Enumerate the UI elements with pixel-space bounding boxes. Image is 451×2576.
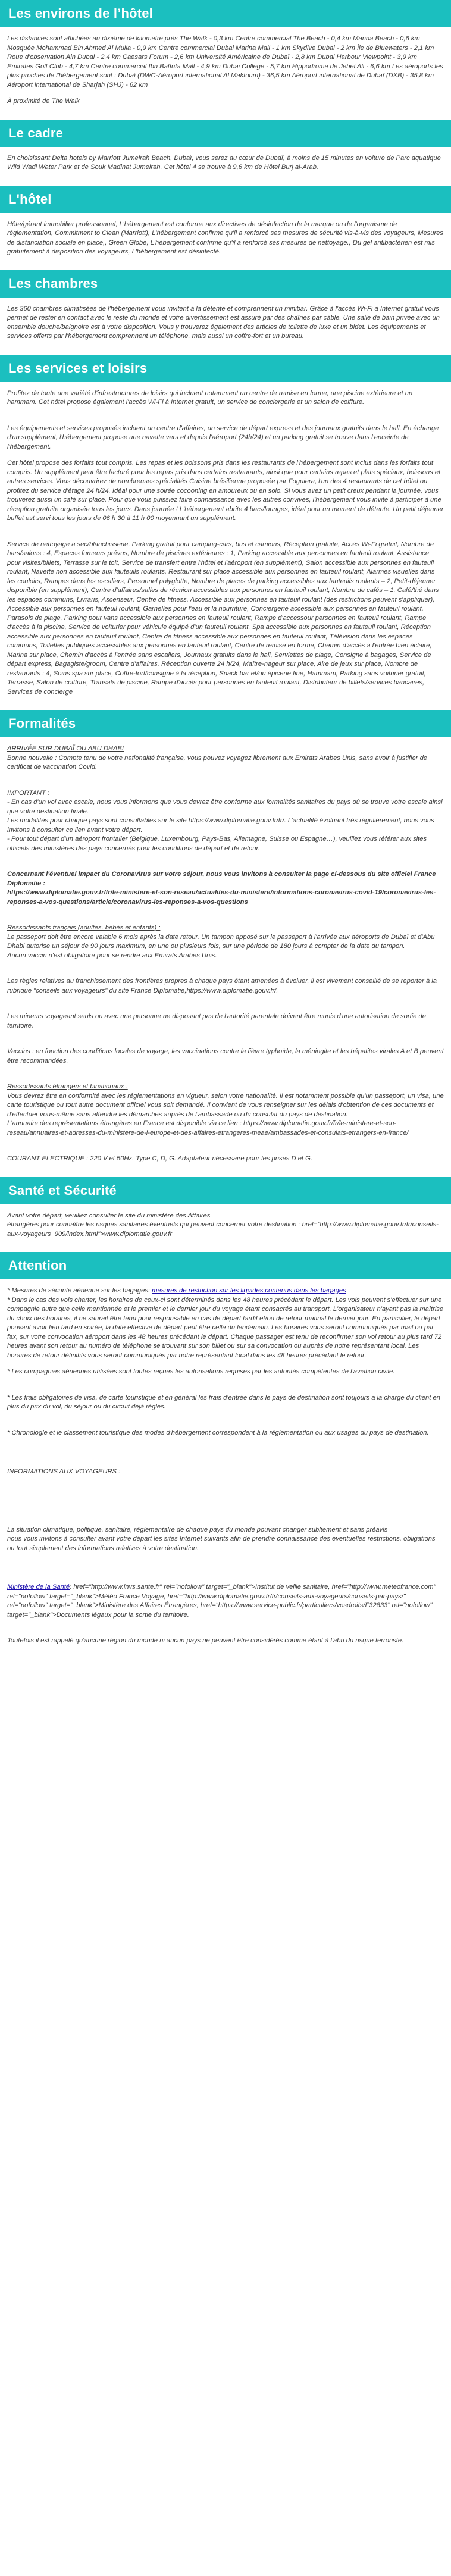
subheading: ARRIVÉE SUR DUBAÏ OU ABU DHABI <box>7 745 124 752</box>
paragraph: En choisissant Delta hotels by Marriott Jumeirah Beach, Dubaï, vous serez au cœur de Dubaï, à moins de 15 minutes en voiture de Parc aquatique Wild Wadi Water Park et de Souk Madinat Jumeirah. Cet hôtel 4 se trouve à 9,6 km de Hôtel Burj al-Arab. <box>7 154 441 171</box>
subheading: IMPORTANT : <box>7 789 50 797</box>
section-body-cadre <box>0 154 451 173</box>
section-body-services <box>0 389 451 697</box>
paragraph <box>7 1287 444 1296</box>
paragraph: Aucun vaccin n'est obligatoire pour se rendre aux Emirats Arabes Unis. <box>7 951 217 959</box>
paragraph: * Les frais obligatoires de visa, de carte touristique et en général les frais d'entrée dans le pays de destination sont toujours à la charge du client en plus du prix du vol, du séjour ou du circuit déjà réglés. <box>7 1394 440 1410</box>
paragraph: L'annuaire des représentations étrangères en France est disponible via ce lien : https://www.diplomatie.gouv.fr/fr/le-ministere-et-son-reseau/annuaires-et-adresses-du-ministere-de-l-europe-et-des-affaires-etrangeres-meae/ambassades-et-consulats-etrangers-en-france/ <box>7 1120 409 1137</box>
paragraph: Profitez de toute une variété d'infrastructures de loisirs qui incluent notamment un centre de remise en forme, une piscine extérieure et un hammam. Cet hôtel propose également l'accès Wi-Fi à Internet gratuit, un service de conciergerie et un salon de coiffure. <box>7 389 413 406</box>
paragraph: Avant votre départ, veuillez consulter le site du ministère des Affaires <box>7 1212 211 1219</box>
section-services <box>0 355 451 697</box>
subheading: Ressortissants étrangers et binationaux : <box>7 1083 128 1090</box>
paragraph: - Pour tout départ d'un aéroport frontalier (Belgique, Luxembourg, Pays-Bas, Allemagne, Suisse ou Espagne…), veuillez vous référer aux sites officiels des ministères des pays concernés pour les conditions de départ et de retour. <box>7 835 427 852</box>
section-title-chambres: Les chambres <box>0 270 451 298</box>
section-formalites <box>0 710 451 1164</box>
paragraph <box>7 1583 444 1620</box>
paragraph: Service de nettoyage à sec/blanchisserie, Parking gratuit pour camping-cars, bus et camions, Réception gratuite, Accès Wi-Fi gratuit, Nombre de bars/salons : 4, Espaces fumeurs prévus, Nombre de piscines extérieures : 1, Parking accessible aux personnes en fauteuil roulant, Assistance pour visites/billets, Terrasse sur le toit, Service de transfert entre l'hôtel et l'aéroport (en supplément), Salon accessible aux personnes en fauteuil roulant, Navette non accessible aux fauteuils roulants, Restaurant sur place accessible aux personnes en fauteuil roulant, Alarmes visuelles dans les couloirs, Rampes dans les escaliers, Personnel polyglotte, Nombre de places de parking accessibles aux fauteuils roulants – 2, Petit-déjeuner disponible (en supplément), Centre d'affaires/salles de réunion accessibles aux personnes en fauteuil roulant, Nombre de cafés – 1, Café/thé dans les espaces communs, Livraris, Ascenseur, Centre de fitness, Accessible aux personnes en fauteuil roulant (des restrictions peuvent s'appliquer), Accessible aux personnes en fauteuil roulant, Garnelles pour l'eau et la nourriture, Conciergerie accessible aux personnes en fauteuil roulant, Parasols de plage, Parking pour vans accessible aux personnes en fauteuil roulant, Rampe d'accessour personnes en fauteuil roulant, Rampe d'accès à la piscine, Service de voiturier pour véhicule équipé d'un fauteuil roulant, Spa accessible aux personnes en fauteuil roulant, Réception accessible aux personnes en fauteuil roulant, Centre de fitness accessible aux personnes en fauteuil roulant, Télévision dans les espaces communs, Toilettes publiques accessibles aux personnes en fauteuil roulant, Centre de remise en forme, Chemin d'accès à l'entrée bien éclairé, Marina sur place, Chemin d'accès à l'entrée sans escaliers, Journaux gratuits dans le hall, Serviettes de plage, Consigne à bagages, Service de départ express, Bagagiste/groom, Centre d'affaires, Réception ouverte 24 h/24, Maître-nageur sur place, Aire de jeux sur place, Nombre de restaurants : 4, Soins spa sur place, Coffre-fort/consigne à la réception, Snack bar et/ou épicerie fine, Hammam, Parking sans voiturier gratuit, Terrasse, Salon de coiffure, Transats de piscine, Rampe d'accès pour personnes en fauteuil roulant, Distributeur de billets/services bancaires, Services de concierge <box>7 540 439 696</box>
paragraph: Bonne nouvelle : Compte tenu de votre nationalité française, vous pouvez voyagez librement aux Emirats Arabes Unis, sans avoir à justifier de certificat de vaccination Covid. <box>7 754 428 771</box>
ministere-sante-link[interactable]: Ministère de la Santé <box>7 1583 70 1591</box>
section-body-chambres <box>0 305 451 342</box>
paragraph: Les distances sont affichées au dixième de kilomètre près The Walk - 0,3 km Centre commercial The Beach - 0,4 km Marina Beach - 0,6 km Mosquée Mohammad Bin Ahmed Al Mulla - 0,9 km Centre commercial Dubai Marina Mall - 1 km Skydive Dubai - 2 km Île de Bluewaters - 2,1 km Roue d'observation Ain Dubai - 2,4 km Caesars Forum - 2,6 km Université Américaine de Dubaï - 2,8 km Dubai Harbour Viewpoint - 3,9 km Emirates Golf Club - 4,7 km Centre commercial Ibn Battuta Mall - 4,9 km Dubai College - 5,7 km Hippodrome de Jebel Ali - 6,6 km Les aéroports les plus proches de l'hébergement sont : Dubaï (DWC-Aéroport international Al Maktoum) - 36,5 km Aéroport international de Dubaï (DXB) - 35,8 km Aéroport international de Sharjah (SHJ) - 62 km <box>7 35 443 89</box>
section-title-sante: Santé et Sécurité <box>0 1177 451 1204</box>
paragraph: Cet hôtel propose des forfaits tout compris. Les repas et les boissons pris dans les restaurants de l'hébergement sont inclus dans les forfaits tout compris. Un supplément peut être facturé pour les repas pris dans certains restaurants, ainsi que pour certains repas et plats spéciaux, boissons et autres services. Vous découvrirez de nombreuses spécialités Cuisine brésilienne proposée par Foguiera, l'un des 4 restaurants de cet hôtel ou profitez du service d'étage 24 h/24. Idéal pour une soirée cocooning en amoureux ou en solo. Si vous avez un petit creux pendant la journée, vous trouverez aussi un café sur place. Pour que vous puissiez faire connaissance avec les autres convives, l'hébergement vous invite à participer à une réception gratuite organisée tous les jours. Dans journée ! L'hébergement abrite 4 bars/lounges, idéal pour un moment de détente. Un petit déjeuner buffet est servi tous les jours de 06 h 30 à 11 h 00 moyennant un supplément. <box>7 459 444 522</box>
section-title-environs: Les environs de l’hôtel <box>0 0 451 27</box>
paragraph: À proximité de The Walk <box>7 98 80 105</box>
paragraph: Les modalités pour chaque pays sont consultables sur le site https://www.diplomatie.gouv.fr/fr/. L'actualité évoluant très régulièrement, nous vous invitons à consulter ce lien avant votre départ. <box>7 817 434 834</box>
section-body-attention <box>0 1287 451 1646</box>
paragraph: Vaccins : en fonction des conditions locales de voyage, les vaccinations contre la fièvre typhoïde, la méningite et les hépatites virales A et B peuvent être recommandées. <box>7 1048 444 1065</box>
paragraph: La situation climatique, politique, sanitaire, réglementaire de chaque pays du monde pouvant changer subitement et sans préavis <box>7 1526 388 1533</box>
paragraph: * Les compagnies aériennes utilisées sont toutes reçues les autorisations requises par les autorités compétentes de l'aviation civile. <box>7 1368 395 1375</box>
paragraph: INFORMATIONS AUX VOYAGEURS : <box>7 1468 121 1475</box>
links-text: : href="http://www.invs.sante.fr" rel="nofollow" target="_blank">Institut de veille sanitaire, href="http://www.meteofrance.com" rel="nofollow" target="_blank">Météo France Voyage, href="http://www.diplomatie.gouv.fr/fr/conseils-aux-voyageurs/conseils-par-pays/" rel="nofollow" target="_blank">Ministère des Affaires Étrangères, href="https://www.service-public.fr/particuliers/vosdroits/F32833" rel="nofollow" target="_blank">Documents légaux pour la sortie du territoire. <box>7 1583 436 1619</box>
section-title-hotel: L'hôtel <box>0 186 451 213</box>
bagages-prefix: * Mesures de sécurité aérienne sur les bagages: <box>7 1287 152 1294</box>
section-body-sante <box>0 1212 451 1240</box>
section-title-cadre: Le cadre <box>0 120 451 147</box>
paragraph: COURANT ELECTRIQUE : 220 V et 50Hz. Type C, D, G. Adaptateur nécessaire pour les prises D et G. <box>7 1155 312 1162</box>
paragraph: Les équipements et services proposés incluent un centre d'affaires, un service de départ express et des journaux gratuits dans le hall. En échange d'un supplément, l'hébergement propose une navette vers et depuis l'aéroport (24h/24) et un parking gratuit se trouve dans l'enceinte de l'hébergement. <box>7 424 439 450</box>
section-environs <box>0 0 451 107</box>
section-body-formalites <box>0 744 451 1164</box>
paragraph: * Dans le cas des vols charter, les horaires de ceux-ci sont déterminés dans les 48 heures précédant le départ. Les vols peuvent s'effectuer sur une compagnie autre que celle mentionnée et le premier et le dernier jour du voyage étant consacrés au transport. L'organisateur n'ayant pas la maîtrise du choix des horaires, il ne saurait être tenu pour responsable en cas de départ tardif et/ou de retour matinal le dernier jour. En particulier, le départ pouvant avoir lieu tard en soirée, la date effective de départ peut être celle du lendemain. Les horaires vous seront communiqués par mail ou par fax, sur votre convocation aéroport dans les 48 heures précédant le départ. Chaque passager est tenu de reconfirmer son vol retour au plus tard 72 heures avant son retour au numéro de téléphone se trouvant sur son billet ou sur sa convocation ou auprès de notre représentant local. Les horaires de retour définitifs vous seront communiqués par notre représentant local dans les 48 heures précédant le retour. <box>7 1296 444 1359</box>
paragraph: * Chronologie et le classement touristique des modes d'hébergement correspondent à la réglementation ou aux usages du pays de destination. <box>7 1429 429 1436</box>
section-cadre <box>0 120 451 173</box>
section-title-formalites: Formalités <box>0 710 451 737</box>
paragraph: nous vous invitons à consulter avant votre départ les sites Internet suivants afin de prendre connaissance des éventuelles restrictions, obligations ou tout simplement des informations relatives à votre destination. <box>7 1535 436 1552</box>
paragraph: Hôte/gérant immobilier professionnel, L'hébergement est conforme aux directives de désinfection de la marque ou de l'organisme de réglementation, Commitment to Clean (Marriott), L'hébergement confirme qu'il a renforcé ses mesures de sécurité vis-à-vis des voyageurs, Mesures de distanciation sociale en place,, Green Globe, L'hébergement confirme qu'il a renforcé ses mesures de nettoyage., Du gel antibactérien est mis gratuitement à disposition des voyageurs, L'hébergement est désinfecté. <box>7 220 443 255</box>
paragraph: Les 360 chambres climatisées de l'hébergement vous invitent à la détente et comprennent un minibar. Grâce à l'accès Wi-Fi à Internet gratuit vous permet de rester en contact avec le reste du monde et votre divertissement est assuré par des chaînes par câble. Une salle de bain privée avec un ensemble douche/baignoire est à votre disposition. Vous y trouverez également des articles de toilette de luxe et un bidet. Les équipements et services offerts par l'hébergement comprennent un téléphone, mais aussi un coffre-fort et un bureau. <box>7 305 440 340</box>
section-sante <box>0 1177 451 1240</box>
section-body-environs <box>0 35 451 107</box>
paragraph: - En cas d'un vol avec escale, nous vous informons que vous devrez être conforme aux formalités sanitaires du pays où se trouve votre escale ainsi que votre destination finale. <box>7 799 443 815</box>
paragraph: Toutefois il est rappelé qu'aucune région du monde ni aucun pays ne peuvent être considérés comme étant à l'abri du risque terroriste. <box>7 1637 404 1644</box>
subheading: Ressortissants français (adultes, bébés et enfants) : <box>7 924 161 931</box>
paragraph: Vous devrez être en conformité avec les réglementations en vigueur, selon votre nationalité. Il est notamment possible qu'un passeport, un visa, une carte touristique ou tout autre document officiel vous soit demandé. Il convient de vous renseigner sur les délais d'obtention de ces documents et d'effectuer vous-même sans attendre les démarches auprès de l'ambassade ou du consulat du pays de destination. <box>7 1092 444 1118</box>
paragraph: Les mineurs voyageant seuls ou avec une personne ne disposant pas de l'autorité parentale doivent être munis d'une autorisation de sortie de territoire. <box>7 1013 426 1029</box>
paragraph: étrangères pour connaître les risques sanitaires éventuels qui peuvent concerner votre destination : href="http://www.diplomatie.gouv.fr/fr/conseils-aux-voyageurs_909/index.html">www.diplomatie.gouv.fr <box>7 1221 439 1238</box>
paragraph: Le passeport doit être encore valable 6 mois après la date retour. Un tampon apposé sur le passeport à l'arrivée aux aéroports de Dubaï et d'Abu Dhabi autorise un séjour de 90 jours maximum, en une ou plusieurs fois, sur une période de 180 jours à compter de la date du tampon. <box>7 933 435 950</box>
section-body-hotel <box>0 220 451 257</box>
liquids-restriction-link[interactable]: mesures de restriction sur les liquides contenus dans les bagages <box>152 1287 346 1294</box>
section-chambres <box>0 270 451 342</box>
covid-link-text: https://www.diplomatie.gouv.fr/fr/le-ministere-et-son-reseau/actualites-du-ministere/informations-coronavirus-covid-19/coronavirus-les-reponses-a-vos-questions/article/coronavirus-les-reponses-a-vos-questions <box>7 889 436 906</box>
section-hotel <box>0 186 451 257</box>
section-title-attention: Attention <box>0 1252 451 1279</box>
section-attention <box>0 1252 451 1646</box>
paragraph: Les règles relatives au franchissement des frontières propres à chaque pays étant amenées à évoluer, il est vivement conseillé de se reporter à la rubrique "conseils aux voyageurs" du site France Diplomatie,https://www.diplomatie.gouv.fr/. <box>7 978 437 994</box>
section-title-services: Les services et loisirs <box>0 355 451 382</box>
paragraph: Concernant l'éventuel impact du Coronavirus sur votre séjour, nous vous invitons à consulter la page ci-dessous du site officiel France Diplomatie : <box>7 871 436 887</box>
